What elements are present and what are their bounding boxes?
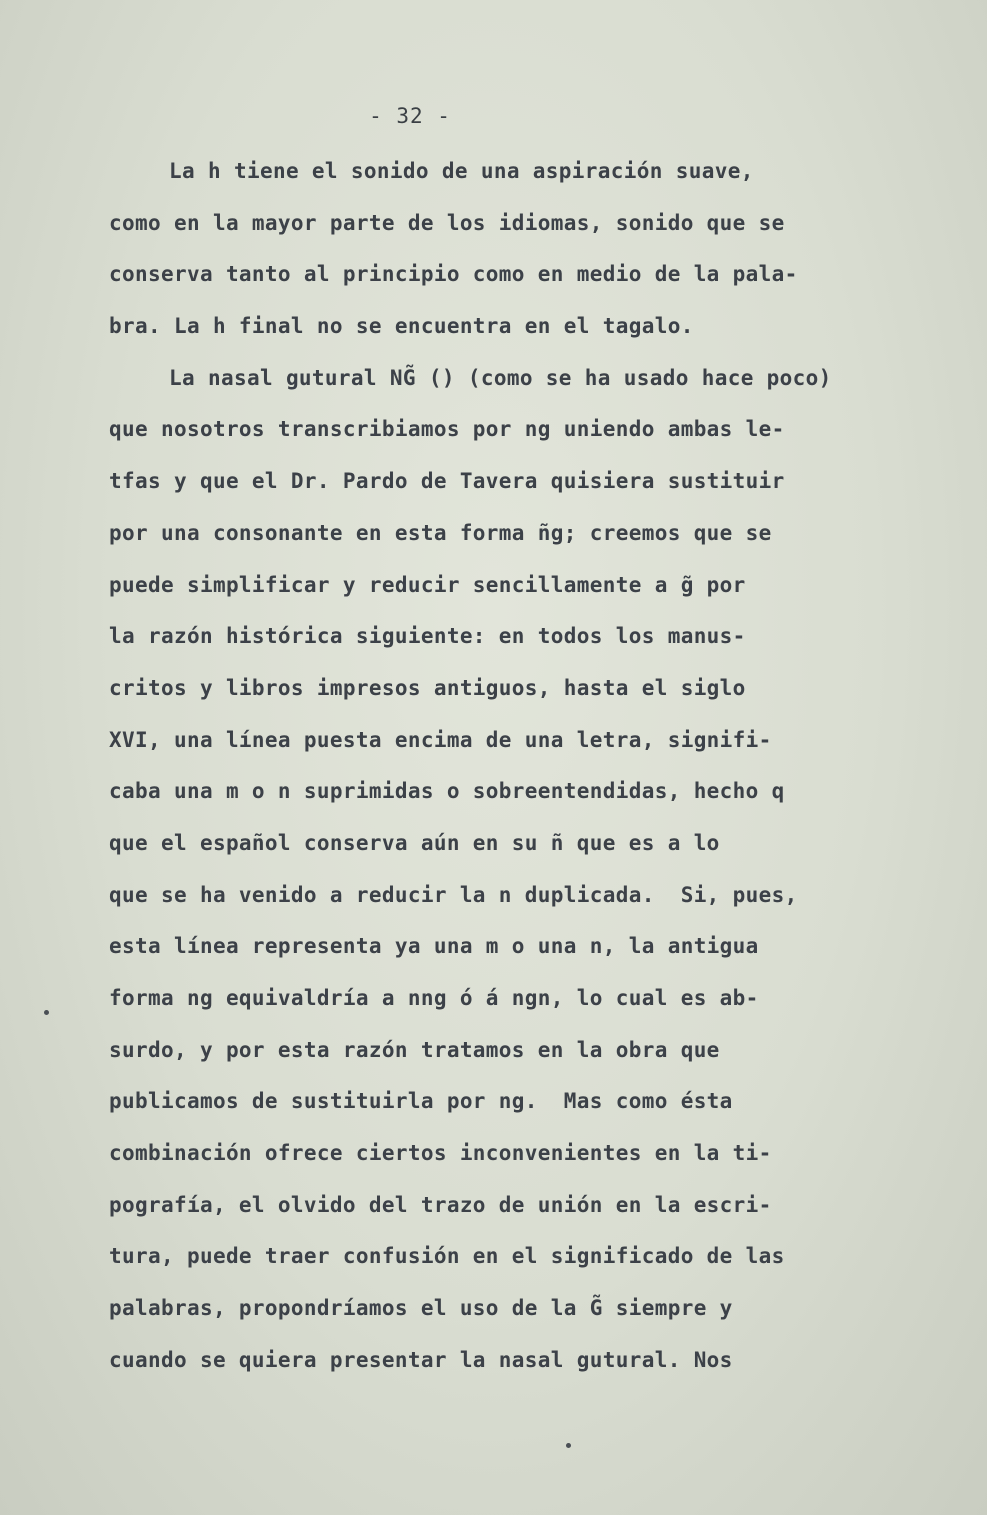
text-line: surdo, y por esta razón tratamos en la obra que (109, 1037, 720, 1062)
text-line: La nasal gutural NG̃ () (como se ha usado hace poco) (169, 365, 832, 390)
text-line: conserva tanto al principio como en medio de la pala- (109, 262, 798, 287)
text-line: publicamos de sustituirla por ng. Mas como ésta (109, 1089, 733, 1114)
text-line: puede simplificar y reducir sencillamente a g̃ por (109, 572, 746, 597)
text-line: cuando se quiera presentar la nasal gutural. Nos (109, 1347, 733, 1372)
ink-speck (566, 1443, 571, 1448)
text-line: bra. La h final no se encuentra en el tagalo. (109, 314, 694, 339)
text-line: la razón histórica siguiente: en todos los manus- (109, 624, 746, 649)
page-number: - 32 - (369, 104, 451, 128)
text-line: como en la mayor parte de los idiomas, sonido que se (109, 210, 785, 235)
text-line: por una consonante en esta forma ñg; creemos que se (109, 520, 772, 545)
text-line: que se ha venido a reducir la n duplicada. Si, pues, (109, 882, 798, 907)
text-line: critos y libros impresos antiguos, hasta el siglo (109, 675, 746, 700)
body-text (109, 146, 949, 1387)
text-line: pografía, el olvido del trazo de unión en la escri- (109, 1192, 772, 1217)
text-line: caba una m o n suprimidas o sobreentendidas, hecho q (109, 779, 785, 804)
text-line: La h tiene el sonido de una aspiración suave, (169, 159, 754, 183)
text-line: tura, puede traer confusión en el significado de las (109, 1244, 785, 1269)
text-line: esta línea representa ya una m o una n, la antigua (109, 934, 759, 959)
text-line: XVI, una línea puesta encima de una letra, signifi- (109, 727, 772, 752)
text-line: que nosotros transcribiamos por ng uniendo ambas le- (109, 417, 785, 442)
text-line: que el español conserva aún en su ñ que es a lo (109, 830, 720, 855)
text-line: tfas y que el Dr. Pardo de Tavera quisiera sustituir (109, 469, 785, 494)
text-line: combinación ofrece ciertos inconvenientes en la ti- (109, 1141, 772, 1166)
ink-speck (44, 1010, 49, 1015)
text-line: palabras, propondríamos el uso de la G̃ siempre y (109, 1296, 733, 1321)
text-line: forma ng equivaldría a nng ó á ngn, lo cual es ab- (109, 986, 759, 1010)
